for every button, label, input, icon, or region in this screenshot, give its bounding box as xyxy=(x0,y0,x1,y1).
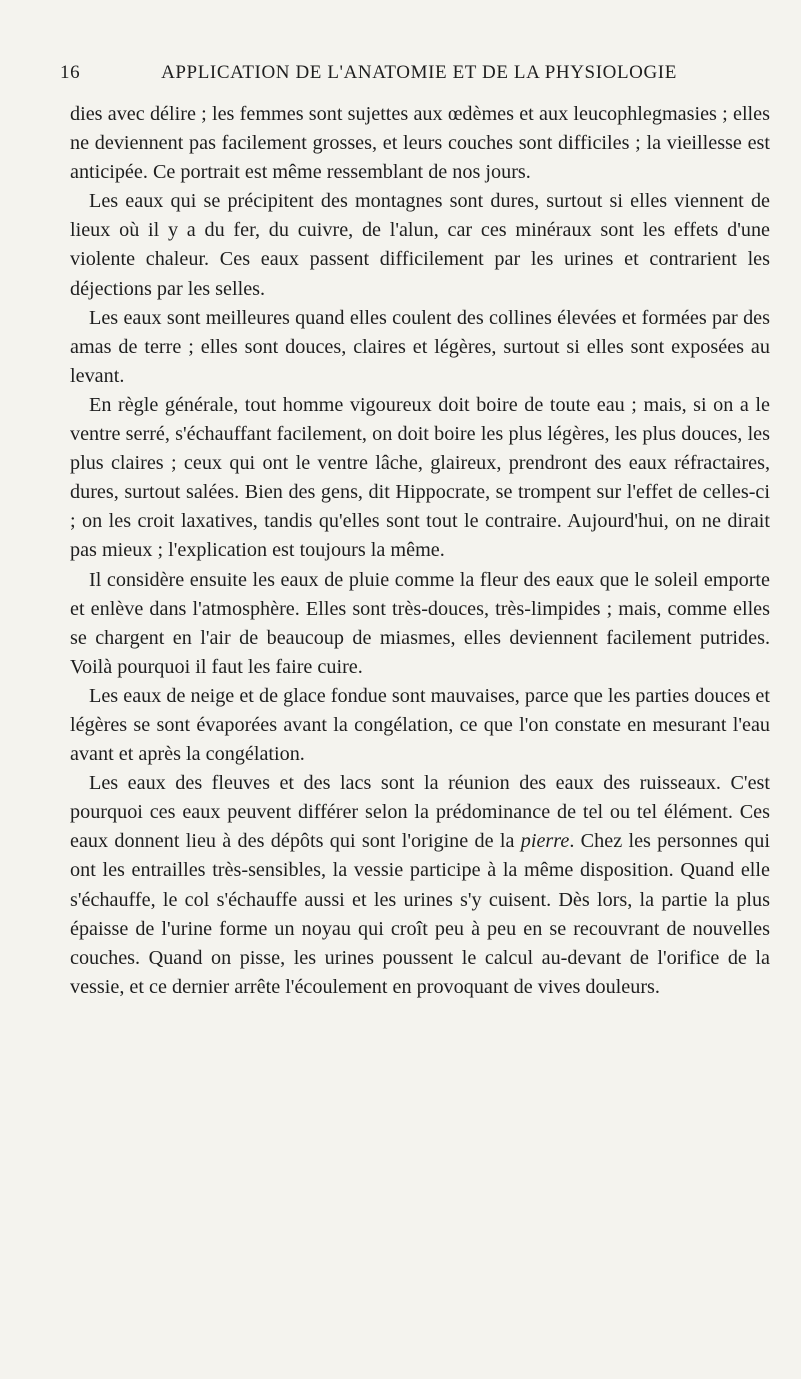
paragraph-mountain-waters: Les eaux qui se précipitent des montagnes sont dures, surtout si elles viennent de lieux où il y a du fer, du cuivre, de l'alun, car ces minéraux sont les effets d'une violente chaleur. Ces eaux passent difficilement par les urines et contrarient les déjections par les selles. xyxy=(70,190,770,300)
paragraph-continued: dies avec délire ; les femmes sont sujettes aux œdèmes et aux leucophlegmasies ; elles ne deviennent pas facilement grosses, et leurs couches sont difficiles ; la vieillesse est anticipée. Ce portrait est même ressemblant de nos jours. xyxy=(70,103,770,184)
running-header xyxy=(60,62,770,90)
paragraph-general-rule: En règle générale, tout homme vigoureux doit boire de toute eau ; mais, si on a le ventre serré, s'échauffant facilement, on doit boire les plus légères, les plus douces, les plus claires ; ceux qui ont le ventre lâche, glaireux, prendront des eaux réfractaires, dures, surtout salées. Bien des gens, dit Hippocrate, se trompent sur l'effet de celles-ci ; on les croit laxatives, tandis qu'elles sont tout le contraire. Aujourd'hui, on ne dirait pas mieux ; l'explication est toujours la même. xyxy=(70,393,770,562)
emphasized-word: pierre xyxy=(520,830,570,853)
paragraph-text: Les eaux des fleuves et des lacs sont la réunion des eaux des ruisseaux. C'est pourquoi ces eaux peuvent différer selon la prédominance de tel ou tel élément. Ces eaux donnent lieu à des dépôts qui sont l'origine de la xyxy=(70,772,770,853)
book-page xyxy=(60,62,771,1002)
paragraph-snow-ice-water: Les eaux de neige et de glace fondue sont mauvaises, parce que les parties douces et légères se sont évaporées avant la congélation, ce que l'on constate en mesurant l'eau avant et après la congélation. xyxy=(70,684,770,766)
paragraph-text: . Chez les personnes qui ont les entrailles très-sensibles, la vessie participe à la même disposition. Quand elle s'échauffe, le col s'échauffe aussi et les urines s'y cuisent. Dès lors, la partie la plus épaisse de l'urine forme un noyau qui croît peu à peu en se recouvrant de nouvelles couches. Quand on pisse, les urines poussent le calcul au-devant de l'orifice de la vessie, et ce dernier arrête l'écoulement en provoquant de vives douleurs. xyxy=(70,830,771,998)
page-number: 16 xyxy=(60,62,81,83)
body-text xyxy=(70,100,770,1002)
paragraph-hill-waters: Les eaux sont meilleures quand elles coulent des collines élevées et formées par des amas de terre ; elles sont douces, claires et légères, surtout si elles sont exposées au levant. xyxy=(70,306,770,387)
paragraph-rivers-lakes xyxy=(70,769,770,1002)
paragraph-rain-water: Il considère ensuite les eaux de pluie comme la fleur des eaux que le soleil emporte et enlève dans l'atmosphère. Elles sont très-douces, très-limpides ; mais, comme elles se chargent en l'air de beaucoup de miasmes, elles deviennent facilement putrides. Voilà pourquoi il faut les faire cuire. xyxy=(70,568,770,678)
running-title: APPLICATION DE L'ANATOMIE ET DE LA PHYSIOLOGIE xyxy=(161,62,677,83)
